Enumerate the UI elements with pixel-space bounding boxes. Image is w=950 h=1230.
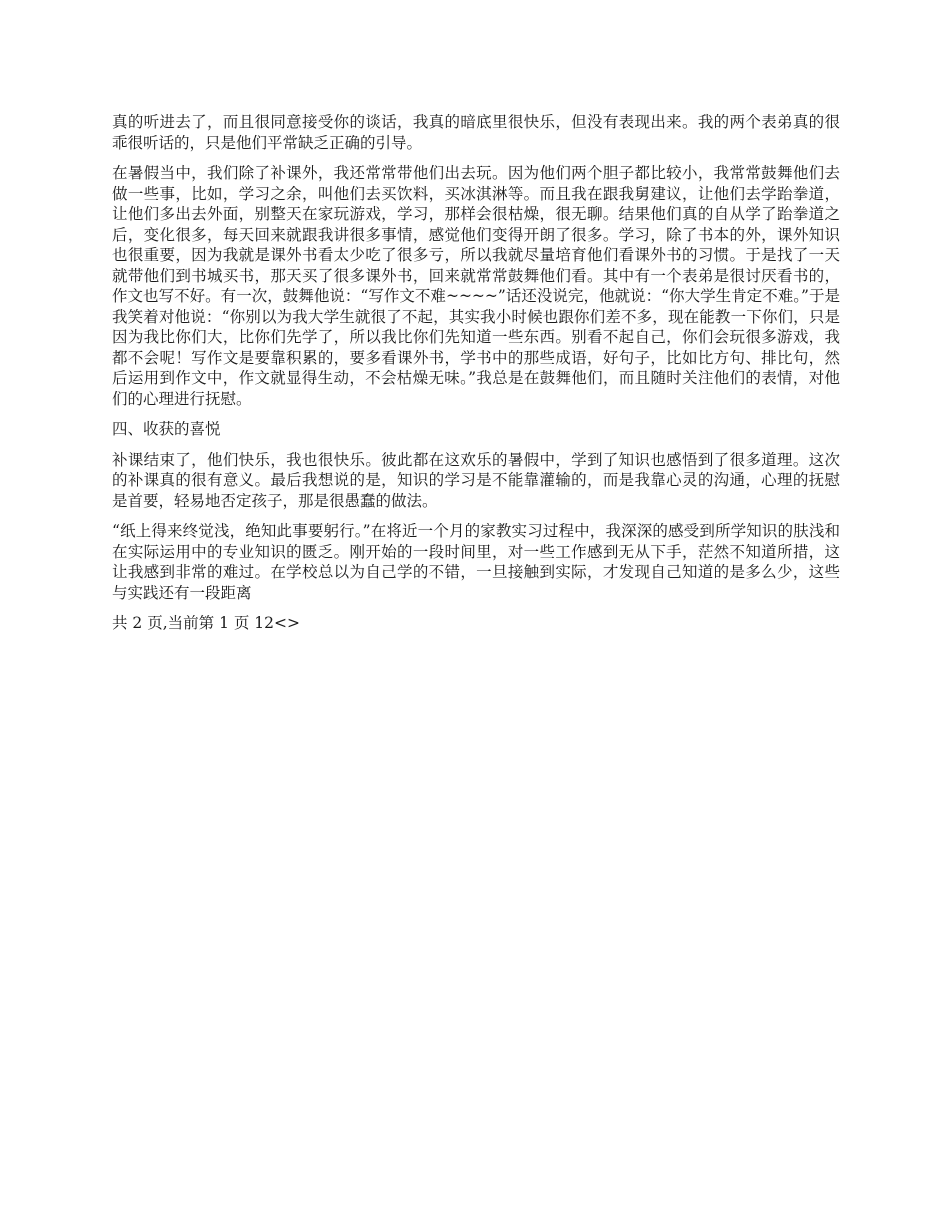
section-heading: 四、收获的喜悦 [112, 420, 221, 438]
document-page [112, 112, 840, 634]
pagination-text[interactable]: 共 2 页,当前第 1 页 12<> [112, 614, 300, 632]
paragraph-continuation: 真的听进去了，而且很同意接受你的谈话，我真的暗底里很快乐，但没有表现出来。我的两个表弟真的很乖很听话的，只是他们平常缺乏正确的引导。 [112, 113, 840, 152]
paragraph-summer-activities: 在暑假当中，我们除了补课外，我还常常带他们出去玩。因为他们两个胆子都比较小，我常常鼓舞他们去做一些事，比如，学习之余，叫他们去买饮料，买冰淇淋等。而且我在跟我舅建议，让他们去学跆拳道，让他们多出去外面，别整天在家玩游戏，学习，那样会很枯燥，很无聊。结果他们真的自从学了跆拳道之后，变化很多，每天回来就跟我讲很多事情，感觉他们变得开朗了很多。学习，除了书本的外，课外知识也很重要，因为我就是课外书看太少吃了很多亏，所以我就尽量培育他们看课外书的习惯。于是找了一天就带他们到书城买书，那天买了很多课外书，回来就常常鼓舞他们看。其中有一个表弟是很讨厌看书的，作文也写不好。有一次，鼓舞他说：“写作文不难~~~~”话还没说完，他就说：“你大学生肯定不难。”于是我笑着对他说：“你别以为我大学生就很了不起，其实我小时候也跟你们差不多，现在能教一下你们，只是因为我比你们大，比你们先学了，所以我比你们先知道一些东西。别看不起自己，你们会玩很多游戏，我都不会呢！写作文是要靠积累的，要多看课外书，学书中的那些成语，好句子，比如比方句、排比句，然后运用到作文中，作文就显得生动，不会枯燥无味。”我总是在鼓舞他们，而且随时关注他们的表情，对他们的心理进行抚慰。 [112, 164, 840, 408]
paragraph-reflection: “纸上得来终觉浅，绝知此事要躬行。”在将近一个月的家教实习过程中，我深深的感受到所学知识的肤浅和在实际运用中的专业知识的匮乏。刚开始的一段时间里，对一些工作感到无从下手，茫然不知道所措，这让我感到非常的难过。在学校总以为自己学的不错，一旦接触到实际，才发现自己知道的是多么少，这些与实践还有一段距离 [112, 522, 840, 602]
paragraph-conclusion: 补课结束了，他们快乐，我也很快乐。彼此都在这欢乐的暑假中，学到了知识也感悟到了很多道理。这次的补课真的很有意义。最后我想说的是，知识的学习是不能靠灌输的，而是我靠心灵的沟通，心理的抚慰是首要，轻易地否定孩子，那是很愚蠢的做法。 [112, 450, 840, 510]
